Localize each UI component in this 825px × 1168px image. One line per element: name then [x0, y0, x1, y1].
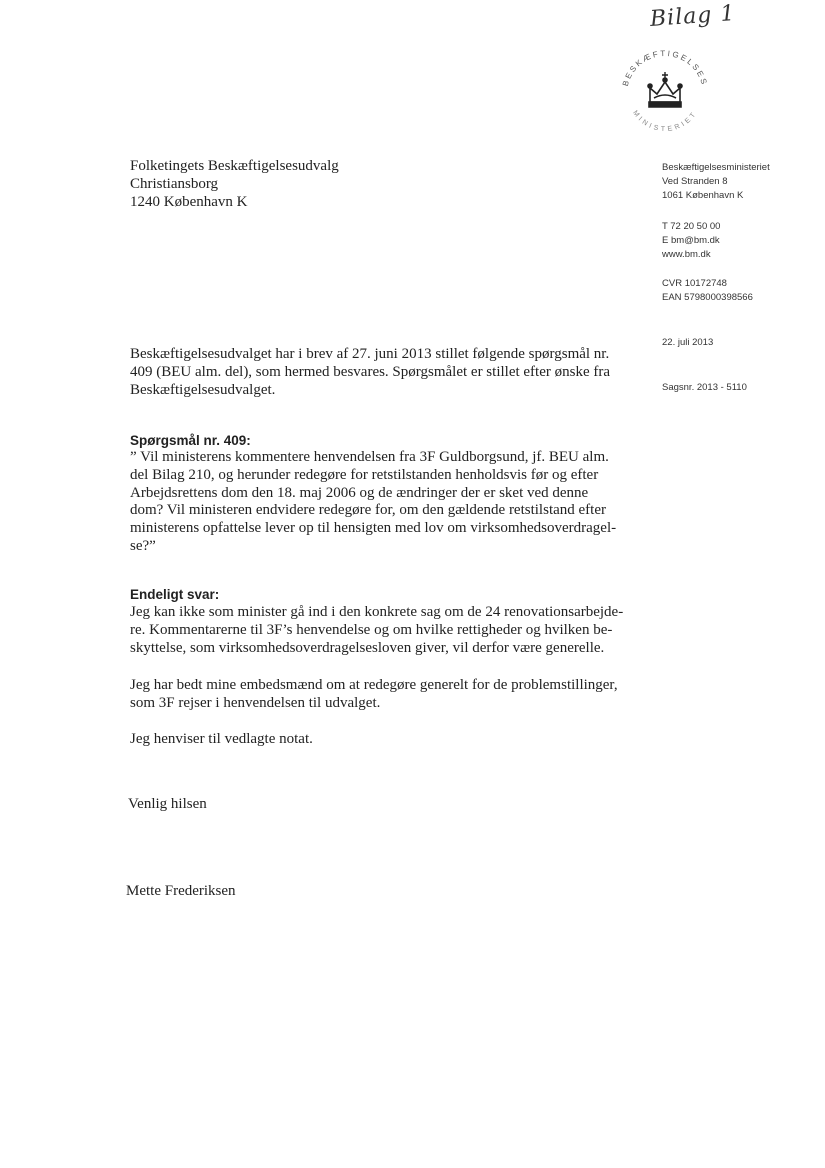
sender-address: [662, 161, 770, 203]
sender-email: E bm@bm.dk: [662, 235, 720, 246]
question-line: Arbejdsrettens dom den 18. maj 2006 og de ændringer der er sket ved denne: [130, 484, 589, 501]
answer-paragraph-1: [130, 604, 623, 657]
recipient-line: Folketingets Beskæftigelsesudvalg: [130, 158, 339, 174]
sender-contact: [662, 220, 720, 262]
question-line: del Bilag 210, og herunder redegøre for retstilstanden henholdsvis før og efter: [130, 466, 599, 483]
question-text: [130, 449, 616, 556]
signature-name: Mette Frederiksen: [126, 883, 236, 899]
handwritten-annotation: Bilag 1: [649, 1, 737, 32]
question-heading: Spørgsmål nr. 409:: [130, 433, 251, 448]
question-line: ministerens opfattelse lever op til hensigten med lov om virksomhedsoverdragel-: [130, 520, 617, 537]
answer-line: re. Kommentarerne til 3F’s henvendelse og om hvilke rettigheder og hvilken be-: [130, 621, 613, 638]
answer-heading: Endeligt svar:: [130, 587, 220, 602]
closing-greeting: Venlig hilsen: [128, 796, 207, 812]
question-line: se?”: [130, 537, 156, 554]
sender-line: 1061 København K: [662, 190, 744, 201]
crown-icon: [648, 72, 682, 107]
sender-line: Beskæftigelsesministeriet: [662, 162, 770, 173]
seal-arc-top: BESKÆFTIGELSES: [620, 48, 710, 88]
seal-arc-bottom: MINISTERIET: [631, 109, 699, 134]
answer-paragraph-2: [130, 677, 618, 713]
question-line: ” Vil ministerens kommentere henvendelsen fra 3F Guldborgsund, jf. BEU alm.: [130, 449, 609, 465]
ministry-seal: [610, 36, 720, 146]
sender-web: www.bm.dk: [662, 249, 711, 260]
answer-line: som 3F rejser i henvendelsen til udvalget.: [130, 694, 381, 711]
answer-paragraph-3: [130, 731, 313, 749]
intro-line: Beskæftigelsesudvalget.: [130, 381, 276, 398]
sender-ids: [662, 277, 753, 305]
letter-date: 22. juli 2013: [662, 337, 714, 348]
intro-line: Beskæftigelsesudvalget har i brev af 27. juni 2013 stillet følgende spørgsmål nr.: [130, 346, 610, 362]
recipient-line: 1240 København K: [130, 193, 248, 210]
recipient-line: Christiansborg: [130, 175, 219, 192]
intro-paragraph: [130, 346, 610, 399]
sender-cvr: CVR 10172748: [662, 278, 727, 289]
case-number: Sagsnr. 2013 - 5110: [662, 382, 747, 393]
sender-ean: EAN 5798000398566: [662, 292, 753, 303]
intro-line: 409 (BEU alm. del), som hermed besvares. Spørgsmålet er stillet efter ønske fra: [130, 363, 611, 380]
svg-text:MINISTERIET: [631, 110, 699, 133]
answer-line: Jeg har bedt mine embedsmænd om at redegøre generelt for de problemstillinger,: [130, 677, 618, 693]
answer-line: Jeg kan ikke som minister gå ind i den konkrete sag om de 24 renovationsarbejde-: [130, 604, 624, 620]
sender-line: Ved Stranden 8: [662, 176, 728, 187]
answer-line: skyttelse, som virksomhedsoverdragelsesloven giver, vil derfor være generelle.: [130, 639, 605, 656]
sender-phone: T 72 20 50 00: [662, 221, 721, 232]
question-line: dom? Vil ministeren endvidere redegøre for, om den gældende retstilstand efter: [130, 502, 606, 519]
answer-line: Jeg henviser til vedlagte notat.: [130, 731, 313, 747]
recipient-address: [130, 158, 339, 211]
